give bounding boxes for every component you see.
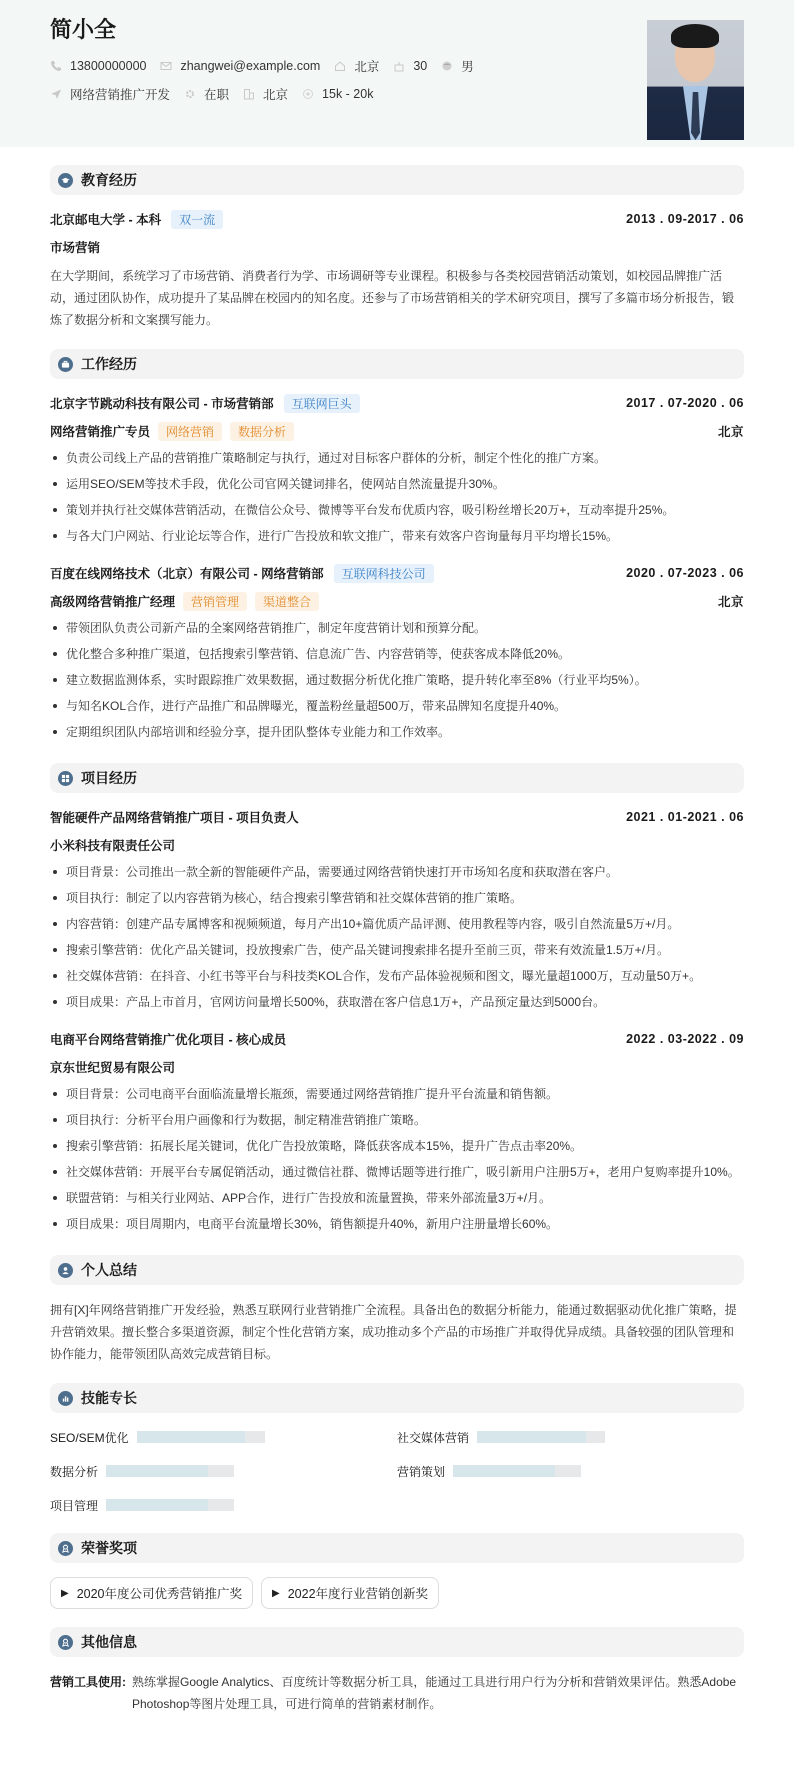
bullet-item: 项目执行：制定了以内容营销为核心，结合搜索引擎营销和社交媒体营销的推广策略。 <box>50 885 744 911</box>
skill-tag: 网络营销 <box>158 422 222 441</box>
skill-bar <box>137 1431 265 1443</box>
skill-tag: 营销管理 <box>183 592 247 611</box>
bullet-item: 搜索引擎营销：优化产品关键词，投放搜索广告，使产品关键词搜索排名提升至前三页，带来有效流量1.5万+/月。 <box>50 937 744 963</box>
age-item: 30 <box>393 59 427 73</box>
work-bullets <box>50 445 744 549</box>
section-summary: 个人总结 <box>50 1255 744 1285</box>
other-text: 熟练掌握Google Analytics、百度统计等数据分析工具，能通过工具进行用户行为分析和营销效果评估。熟悉Adobe Photoshop等图片处理工具，可进行简单的营销素材制作。 <box>132 1675 737 1711</box>
send-icon <box>50 88 62 100</box>
building-icon <box>243 88 255 100</box>
mail-icon <box>160 60 172 72</box>
bullet-item: 建立数据监测体系，实时跟踪推广效果数据，通过数据分析优化推广策略，提升转化率至8%（行业平均5%）。 <box>50 667 744 693</box>
profile-photo <box>647 20 744 140</box>
gender-icon <box>441 60 453 72</box>
project-company: 小米科技有限责任公司 <box>50 839 176 853</box>
work-entry <box>50 563 744 745</box>
skill-item: SEO/SEM优化 <box>50 1427 397 1447</box>
section-other: 其他信息 <box>50 1627 744 1657</box>
bullet-item: 搜索引擎营销：拓展长尾关键词，优化广告投放策略，降低获客成本15%，提升广告点击率20%。 <box>50 1133 744 1159</box>
salary-icon <box>302 88 314 100</box>
bullet-item: 项目成果：项目周期内，电商平台流量增长30%，销售额提升40%，新用户注册量增长60%。 <box>50 1211 744 1237</box>
skills-grid <box>50 1427 744 1515</box>
resume-header <box>0 0 794 147</box>
awards-list <box>50 1577 744 1609</box>
position: 网络营销推广专员 <box>50 425 151 439</box>
project-name: 智能硬件产品网络营销推广项目 - 项目负责人 <box>50 811 299 825</box>
bullet-item: 负责公司线上产品的营销推广策略制定与执行，通过对目标客户群体的分析，制定个性化的推广方案。 <box>50 445 744 471</box>
skill-item: 营销策划 <box>397 1461 744 1481</box>
bullet-item: 联盟营销：与相关行业网站、APP合作，进行广告投放和流量置换，带来外部流量3万+/月。 <box>50 1185 744 1211</box>
work-entry <box>50 393 744 549</box>
bullet-item: 与知名KOL合作，进行产品推广和品牌曝光，覆盖粉丝量超500万，带来品牌知名度提升40%。 <box>50 693 744 719</box>
status-item: 在职 <box>184 85 229 103</box>
bullet-item: 定期组织团队内部培训和经验分享，提升团队整体专业能力和工作效率。 <box>50 719 744 745</box>
phone-item: 13800000000 <box>50 59 146 73</box>
email-item: zhangwei@example.com <box>160 59 320 73</box>
section-skills: 技能专长 <box>50 1383 744 1413</box>
candidate-name: 简小全 <box>50 17 117 42</box>
company-tag: 互联网巨头 <box>284 394 360 413</box>
major: 市场营销 <box>50 241 101 255</box>
info-icon <box>58 1635 73 1650</box>
other-info-row <box>50 1671 744 1715</box>
bullet-item: 项目背景：公司电商平台面临流量增长瓶颈，需要通过网络营销推广提升平台流量和销售额。 <box>50 1081 744 1107</box>
hometown-item: 北京 <box>334 57 379 75</box>
bullet-item: 社交媒体营销：在抖音、小红书等平台与科技类KOL合作，发布产品体验视频和图文，曝光量超1000万，互动量50万+。 <box>50 963 744 989</box>
skill-bar <box>453 1465 581 1477</box>
status-icon <box>184 88 196 100</box>
summary-text: 拥有[X]年网络营销推广开发经验，熟悉互联网行业营销推广全流程。具备出色的数据分析能力，能通过数据驱动优化推广策略，提升营销效果。擅长整合多渠道资源，制定个性化营销方案，成功推动多个产品的市场推广并取得优异成绩。具备较强的团队管理和协作能力，能带领团队高效完成营销目标。 <box>50 1303 737 1361</box>
award-item[interactable]: ▶ 2022年度行业营销创新奖 <box>261 1577 439 1609</box>
education-entry <box>50 209 744 331</box>
project-bullets <box>50 1081 744 1237</box>
bullet-item: 项目背景：公司推出一款全新的智能硬件产品，需要通过网络营销快速打开市场知名度和获取潜在客户。 <box>50 859 744 885</box>
gender-item: 男 <box>441 57 474 75</box>
user-icon <box>58 1263 73 1278</box>
resume-body <box>0 165 794 1735</box>
bullet-item: 运用SEO/SEM等技术手段，优化公司官网关键词排名，使网站自然流量提升30%。 <box>50 471 744 497</box>
work-bullets <box>50 615 744 745</box>
job-row <box>50 84 744 104</box>
skill-item: 项目管理 <box>50 1495 397 1515</box>
home-icon <box>334 60 346 72</box>
bullet-item: 项目执行：分析平台用户画像和行为数据，制定精准营销推广策略。 <box>50 1107 744 1133</box>
company-tag: 互联网科技公司 <box>334 564 434 583</box>
triangle-right-icon: ▶ <box>61 1587 69 1599</box>
education-description: 在大学期间，系统学习了市场营销、消费者行为学、市场调研等专业课程。积极参与各类校园营销活动策划，如校园品牌推广活动，通过团队协作，成功提升了某品牌在校园内的知名度。还参与了市场营销相关的学术研究项目，撰写了多篇市场分析报告，锻炼了数据分析和文案撰写能力。 <box>50 269 735 327</box>
skill-bar <box>477 1431 605 1443</box>
award-icon <box>58 1541 73 1556</box>
project-entry <box>50 807 744 1015</box>
school-name: 北京邮电大学 - 本科 <box>50 213 162 227</box>
graduation-cap-icon <box>58 173 73 188</box>
contact-row <box>50 56 744 76</box>
section-projects: 项目经历 <box>50 763 744 793</box>
section-awards: 荣誉奖项 <box>50 1533 744 1563</box>
work-date: 2020 . 07-2023 . 06 <box>626 566 744 580</box>
bullet-item: 策划并执行社交媒体营销活动，在微信公众号、微博等平台发布优质内容，吸引粉丝增长20万+，互动率提升25%。 <box>50 497 744 523</box>
company-name: 北京字节跳动科技有限公司 - 市场营销部 <box>50 397 274 411</box>
bullet-item: 带领团队负责公司新产品的全案网络营销推广，制定年度营销计划和预算分配。 <box>50 615 744 641</box>
skill-bar <box>106 1465 234 1477</box>
briefcase-icon <box>58 357 73 372</box>
skill-item: 数据分析 <box>50 1461 397 1481</box>
other-label: 营销工具使用: <box>50 1675 126 1689</box>
bullet-item: 与各大门户网站、行业论坛等合作，进行广告投放和软文推广，带来有效客户咨询量每月平均增长15%。 <box>50 523 744 549</box>
phone-icon <box>50 60 62 72</box>
bullet-item: 优化整合多种推广渠道，包括搜索引擎营销、信息流广告、内容营销等，使获客成本降低20%。 <box>50 641 744 667</box>
work-location: 北京 <box>717 425 744 439</box>
skill-tag: 渠道整合 <box>255 592 319 611</box>
triangle-right-icon: ▶ <box>272 1587 280 1599</box>
salary-item: 15k - 20k <box>302 87 373 101</box>
work-location: 北京 <box>717 595 744 609</box>
bullet-item: 项目成果：产品上市首月，官网访问量增长500%，获取潜在客户信息1万+，产品预定量达到5000台。 <box>50 989 744 1015</box>
skill-item: 社交媒体营销 <box>397 1427 744 1447</box>
project-entry <box>50 1029 744 1237</box>
company-name: 百度在线网络技术（北京）有限公司 - 网络营销部 <box>50 567 324 581</box>
project-date: 2021 . 01-2021 . 06 <box>626 810 744 824</box>
section-work: 工作经历 <box>50 349 744 379</box>
skill-bar <box>106 1499 234 1511</box>
award-item[interactable]: ▶ 2020年度公司优秀营销推广奖 <box>50 1577 253 1609</box>
bar-chart-icon <box>58 1391 73 1406</box>
bullet-item: 社交媒体营销：开展平台专属促销活动，通过微信社群、微博话题等进行推广，吸引新用户注册5万+，老用户复购率提升10%。 <box>50 1159 744 1185</box>
work-date: 2017 . 07-2020 . 06 <box>626 396 744 410</box>
project-name: 电商平台网络营销推广优化项目 - 核心成员 <box>50 1033 287 1047</box>
age-icon <box>393 60 405 72</box>
city-item: 北京 <box>243 85 288 103</box>
grid-icon <box>58 771 73 786</box>
section-education: 教育经历 <box>50 165 744 195</box>
education-date: 2013 . 09-2017 . 06 <box>626 212 744 226</box>
project-bullets <box>50 859 744 1015</box>
intention-item: 网络营销推广开发 <box>50 85 170 103</box>
school-tag: 双一流 <box>171 210 223 229</box>
position: 高级网络营销推广经理 <box>50 595 176 609</box>
project-company: 京东世纪贸易有限公司 <box>50 1061 176 1075</box>
bullet-item: 内容营销：创建产品专属博客和视频频道，每月产出10+篇优质产品评测、使用教程等内容，吸引自然流量5万+/月。 <box>50 911 744 937</box>
project-date: 2022 . 03-2022 . 09 <box>626 1032 744 1046</box>
skill-tag: 数据分析 <box>230 422 294 441</box>
